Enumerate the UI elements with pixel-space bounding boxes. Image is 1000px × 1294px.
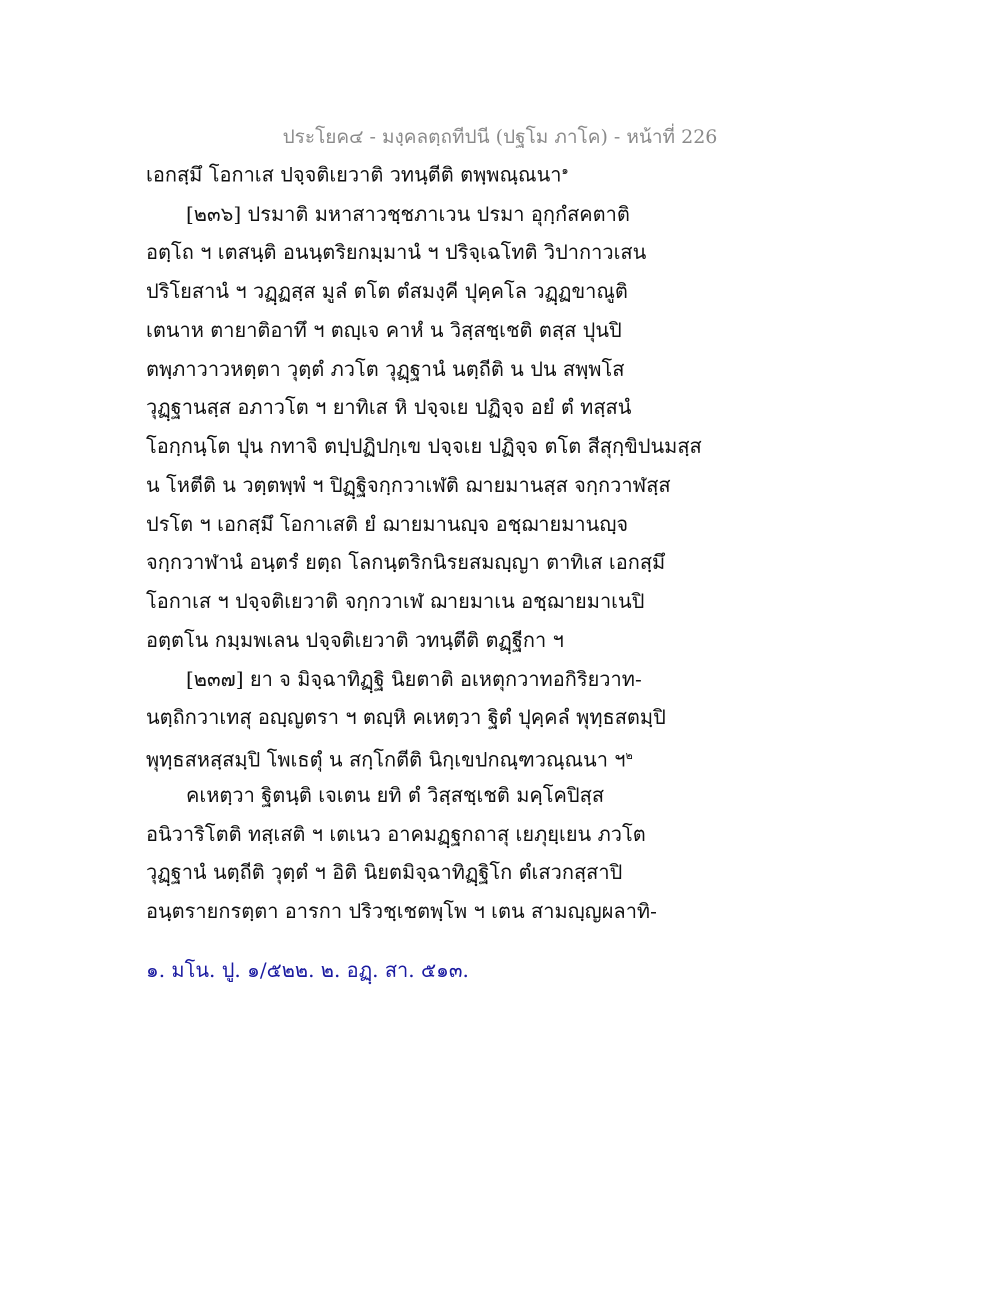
- text-line: ตพฺภาวาวหตฺตา วุตฺตํ ภวโต วุฏฺฐานํ นตฺถีติ น ปน สพฺพโส: [146, 357, 625, 381]
- footnote: ๑. มโน. ปู. ๑/๕๒๒. ๒. อฏฺ. สา. ๕๑๓.: [146, 958, 469, 982]
- text-line-content: เอกสฺมึ โอกาเส ปจฺจติเยวาติ วทนฺตีติ ตพฺพณฺณนา: [146, 162, 562, 187]
- text-line: [๒๓๖] ปรมาติ มหาสาวชฺชภาเวน ปรมา อุกฺกํสคตาติ: [186, 202, 630, 226]
- footnote-marker: ๑: [561, 164, 569, 177]
- text-line: วุฏฺฐานสฺส อภาวโต ฯ ยาทิเส หิ ปจฺจเย ปฏิจฺจ อยํ ตํ ทสฺสนํ: [146, 395, 632, 419]
- text-line: คเหตฺวา ฐิตนฺติ เจเตน ยทิ ตํ วิสฺสชฺเชติ มคฺโคปิสฺส: [186, 783, 605, 807]
- text-line: น โหตีติ น วตฺตพฺพํ ฯ ปิฏฺฐิจกฺกวาเฬติ ฌายมานสฺส จกฺกวาฬสฺส: [146, 473, 671, 497]
- text-line: [146, 156, 568, 190]
- text-line: [146, 741, 633, 775]
- text-line: วุฏฺฐานํ นตฺถีติ วุตฺตํ ฯ อิติ นิยตมิจฺฉาทิฏฺฐิโก ตํเสวกสฺสาปิ: [146, 860, 623, 884]
- text-line: อนิวาริโตติ ทสฺเสติ ฯ เตเนว อาคมฏฺฐกถาสุ เยภุยฺเยน ภวโต: [146, 822, 646, 846]
- text-line: โอกฺกนฺโต ปุน กทาจิ ตปฺปฏิปกฺเข ปจฺจเย ปฏิจฺจ ตโต สีสุกฺขิปนมสฺส: [146, 434, 702, 458]
- text-line: [๒๓๗] ยา จ มิจฺฉาทิฏฺฐิ นิยตาติ อเหตุกวาทอกิริยวาท-: [186, 667, 642, 691]
- page-header: ประโยค๔ - มงฺคลตฺถทีปนี (ปฐโม ภาโค) - หน้าที่ 226: [282, 126, 718, 148]
- text-line: ปรโต ฯ เอกสฺมึ โอกาเสติ ยํ ฌายมานญฺจ อชฺฌายมานญฺจ: [146, 512, 629, 536]
- text-line: โอกาเส ฯ ปจฺจติเยวาติ จกฺกวาเฬ ฌายมาเน อชฺฌายมาเนปิ: [146, 589, 645, 613]
- text-line: เตนาห ตายาติอาทึ ฯ ตญฺเจ คาหํ น วิสฺสชฺเชติ ตสฺส ปุนปิ: [146, 318, 622, 342]
- text-line: อตฺโถ ฯ เตสนฺติ อนนฺตริยกมฺมานํ ฯ ปริจฺเฉโทติ วิปากาวเสน: [146, 240, 647, 264]
- text-line: อนฺตรายกรตฺตา อารกา ปริวชฺเชตพฺโพ ฯ เตน สามญฺญผลาทิ-: [146, 899, 657, 923]
- text-line: จกฺกวาฬานํ อนฺตรํ ยตฺถ โลกนฺตริกนิรยสมญฺญา ตาทิเส เอกสฺมึ: [146, 550, 666, 574]
- text-line: นตฺถิกวาเทสุ อญฺญตรา ฯ ตญฺหิ คเหตฺวา ฐิตํ ปุคฺคลํ พุทฺธสตมฺปิ: [146, 705, 666, 729]
- text-line: อตฺตโน กมฺมพเลน ปจฺจติเยวาติ วทนฺตีติ ตฏฺฐีกา ฯ: [146, 628, 564, 652]
- text-line-content: พุทฺธสหสฺสมฺปิ โพเธตุํ น สกฺโกตีติ นิกฺเขปกณฺฑวณฺณนา ฯ: [146, 747, 626, 772]
- footnote-marker: ๒: [625, 749, 633, 762]
- text-line: ปริโยสานํ ฯ วฏฺฏสฺส มูลํ ตโต ตํสมงฺคี ปุคฺคโล วฏฺฏขาณูติ: [146, 279, 628, 303]
